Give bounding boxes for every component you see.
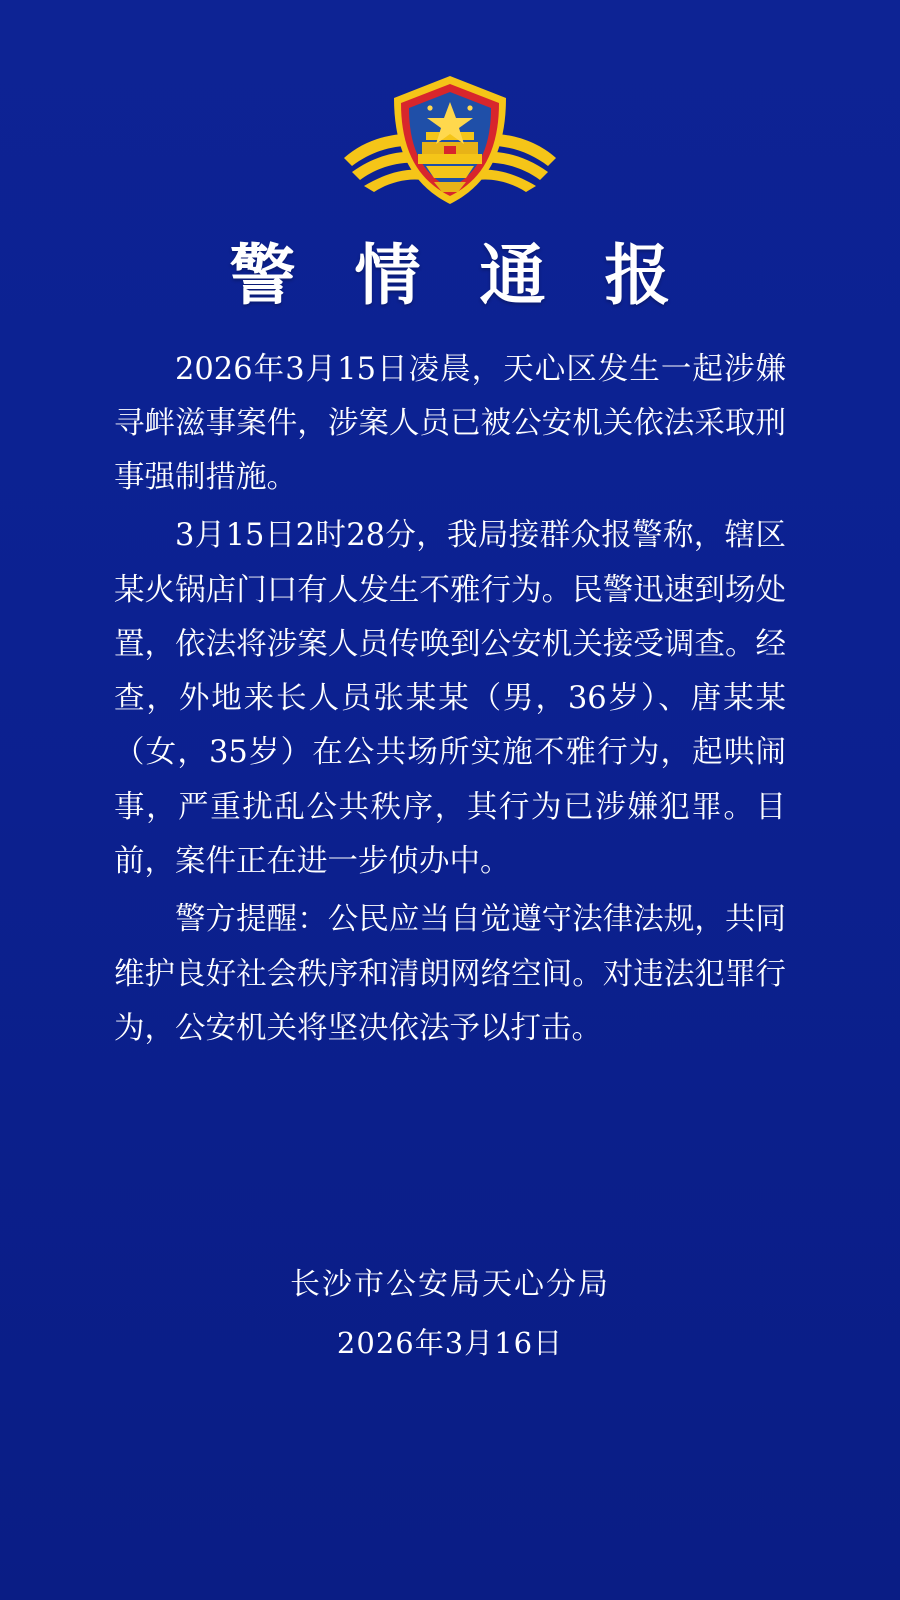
signature-block: [0, 1259, 900, 1362]
notice-body: [114, 343, 786, 1061]
paragraph-1: 2026年3月15日凌晨，天心区发生一起涉嫌寻衅滋事案件，涉案人员已被公安机关依法采取刑事强制措施。: [114, 351, 786, 496]
paragraph-2: 3月15日2时28分，我局接群众报警称，辖区某火锅店门口有人发生不雅行为。民警迅速到场处置，依法将涉案人员传唤到公安机关接受调查。经查，外地来长人员张某某（男，36岁）、唐某某（女，35岁）在公共场所实施不雅行为，起哄闹事，严重扰乱公共秩序，其行为已涉嫌犯罪。目前，案件正在进一步侦办中。: [114, 518, 786, 880]
page-title: 警 情 通 报: [229, 236, 689, 314]
police-emblem-icon: [330, 62, 570, 212]
issue-date: 2026年3月16日: [336, 1326, 564, 1360]
issuing-organization: 长沙市公安局天心分局: [290, 1267, 610, 1302]
paragraph-3: 警方提醒：公民应当自觉遵守法律法规，共同维护良好社会秩序和清朗网络空间。对违法犯罪行为，公安机关将坚决依法予以打击。: [114, 902, 786, 1046]
